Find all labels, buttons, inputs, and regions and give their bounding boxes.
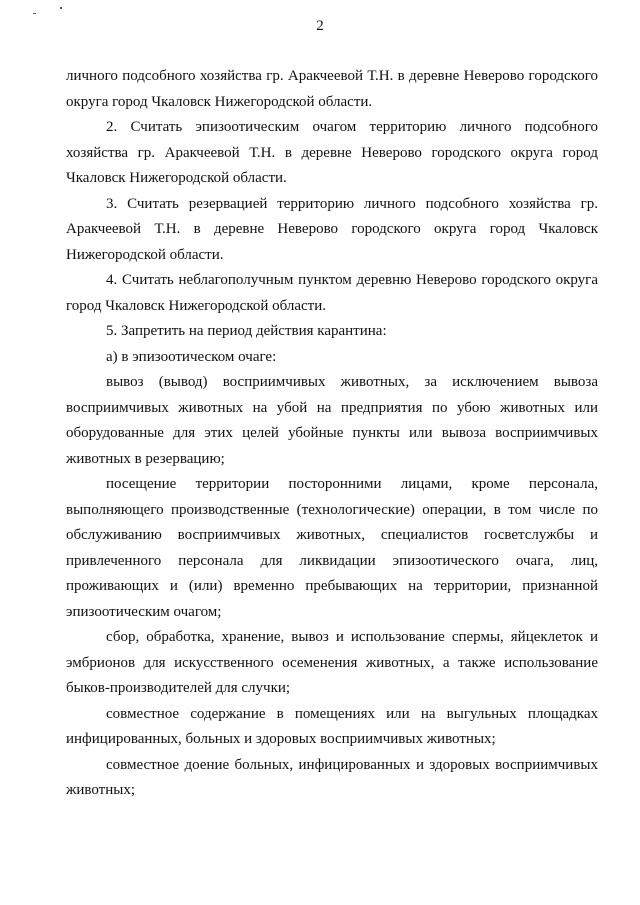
paragraph: а) в эпизоотическом очаге: <box>106 348 277 365</box>
paragraph: вывоз (вывод) восприимчивых животных, за исключением вывоза восприимчивых животных на убой на предприятия по убою животных или оборудованные для этих целей убойные пункты или вывоза восприимчивых животных в резервацию; <box>66 374 598 467</box>
paragraph: личного подсобного хозяйства гр. Аракчеевой Т.Н. в деревне Неверово городского округа город Чкаловск Нижегородской области. <box>66 68 598 110</box>
paragraph: 4. Считать неблагополучным пунктом деревню Неверово городского округа город Чкаловск Нижегородской области. <box>66 272 598 314</box>
paragraph: сбор, обработка, хранение, вывоз и использование спермы, яйцеклеток и эмбрионов для искусственного осеменения животных, а также использование быков-производителей для случки; <box>66 629 598 696</box>
paragraph: 2. Считать эпизоотическим очагом территорию личного подсобного хозяйства гр. Аракчеевой Т.Н. в деревне Неверово городского округа город Чкаловск Нижегородской области. <box>66 119 598 186</box>
paragraph: 5. Запретить на период действия карантина: <box>106 323 387 339</box>
paragraph: совместное содержание в помещениях или на выгульных площадках инфицированных, больных и здоровых восприимчивых животных; <box>66 705 598 747</box>
paragraph: совместное доение больных, инфицированных и здоровых восприимчивых животных; <box>66 756 598 798</box>
document-body <box>66 64 598 804</box>
page-number: 2 <box>316 18 324 34</box>
scan-mark <box>33 13 36 14</box>
paragraph: 3. Считать резервацией территорию личного подсобного хозяйства гр. Аракчеевой Т.Н. в деревне Неверово городского округа город Чкаловск Нижегородской области. <box>66 195 598 263</box>
paragraph: посещение территории посторонними лицами, кроме персонала, выполняющего производственные (технологические) операции, в том числе по обслуживанию восприимчивых животных, специалистов госветслужбы и привлеченного персонала для ликвидации эпизоотического очага, лиц, проживающих и (или) временно пребывающих на территории, признанной эпизоотическим очагом; <box>66 476 598 620</box>
scan-mark <box>60 7 62 9</box>
